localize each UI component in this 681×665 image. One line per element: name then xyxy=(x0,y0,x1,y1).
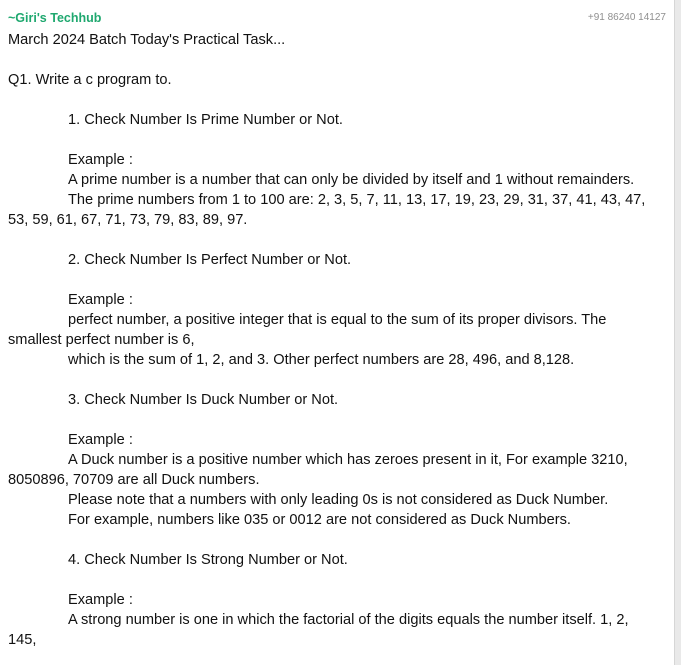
message-line-text: smallest perfect number is 6, xyxy=(8,332,195,348)
message-line xyxy=(8,30,658,50)
message-line xyxy=(8,510,658,530)
message-line xyxy=(8,350,658,370)
message-line xyxy=(8,310,658,330)
message-line xyxy=(8,570,658,590)
message-line xyxy=(8,230,658,250)
message-line-text: 2. Check Number Is Perfect Number or Not. xyxy=(68,252,352,268)
message-header xyxy=(8,10,666,26)
message-line-text: 145, xyxy=(8,632,37,648)
sender-phone: +91 86240 14127 xyxy=(587,12,666,23)
message-line-text: 3. Check Number Is Duck Number or Not. xyxy=(68,392,339,408)
message-line-text: A strong number is one in which the factorial of the digits equals the number itself. 1, 2, xyxy=(68,612,629,628)
message-line xyxy=(8,470,658,490)
message-line-text: 4. Check Number Is Strong Number or Not. xyxy=(68,552,348,568)
message-line xyxy=(8,450,658,470)
message-line-text: A prime number is a number that can only be divided by itself and 1 without remainders. xyxy=(68,172,635,188)
message-line xyxy=(8,110,658,130)
message-line xyxy=(8,210,658,230)
sender-name[interactable]: ~Giri's Techhub xyxy=(8,11,102,25)
message-line xyxy=(8,370,658,390)
message-line xyxy=(8,610,658,630)
message-line-text: 53, 59, 61, 67, 71, 73, 79, 83, 89, 97. xyxy=(8,212,248,228)
message-line xyxy=(8,430,658,450)
message-line xyxy=(8,190,658,210)
message-line-text: March 2024 Batch Today's Practical Task... xyxy=(8,32,286,48)
message-line-text: perfect number, a positive integer that is equal to the sum of its proper divisors. The xyxy=(68,312,607,328)
message-line xyxy=(8,290,658,310)
message-line-text: Please note that a numbers with only leading 0s is not considered as Duck Number. xyxy=(68,492,609,508)
message-body xyxy=(8,30,658,650)
message-line xyxy=(8,410,658,430)
message-line xyxy=(8,630,658,650)
message-line xyxy=(8,90,658,110)
message-line xyxy=(8,330,658,350)
message-line-text: A Duck number is a positive number which has zeroes present in it, For example 3210, xyxy=(68,452,628,468)
message-line-text: 1. Check Number Is Prime Number or Not. xyxy=(68,112,343,128)
message-line xyxy=(8,250,658,270)
message-line xyxy=(8,150,658,170)
message-line xyxy=(8,70,658,90)
message-line-text: Q1. Write a c program to. xyxy=(8,72,172,88)
message-line xyxy=(8,270,658,290)
message-line-text: Example : xyxy=(68,152,133,168)
message-line xyxy=(8,490,658,510)
message-line xyxy=(8,530,658,550)
message-line-text: The prime numbers from 1 to 100 are: 2, 3, 5, 7, 11, 13, 17, 19, 23, 29, 31, 37, 41, 43, 47, xyxy=(68,192,646,208)
message-line-text: Example : xyxy=(68,292,133,308)
message-line xyxy=(8,590,658,610)
message-line-text: 8050896, 70709 are all Duck numbers. xyxy=(8,472,260,488)
message-line xyxy=(8,130,658,150)
message-line xyxy=(8,50,658,70)
message-line xyxy=(8,170,658,190)
message-line-text: Example : xyxy=(68,432,133,448)
message-line-text: For example, numbers like 035 or 0012 are not considered as Duck Numbers. xyxy=(68,512,571,528)
message-line-text: which is the sum of 1, 2, and 3. Other perfect numbers are 28, 496, and 8,128. xyxy=(68,352,575,368)
message-line xyxy=(8,550,658,570)
message-line-text: Example : xyxy=(68,592,133,608)
message-line xyxy=(8,390,658,410)
